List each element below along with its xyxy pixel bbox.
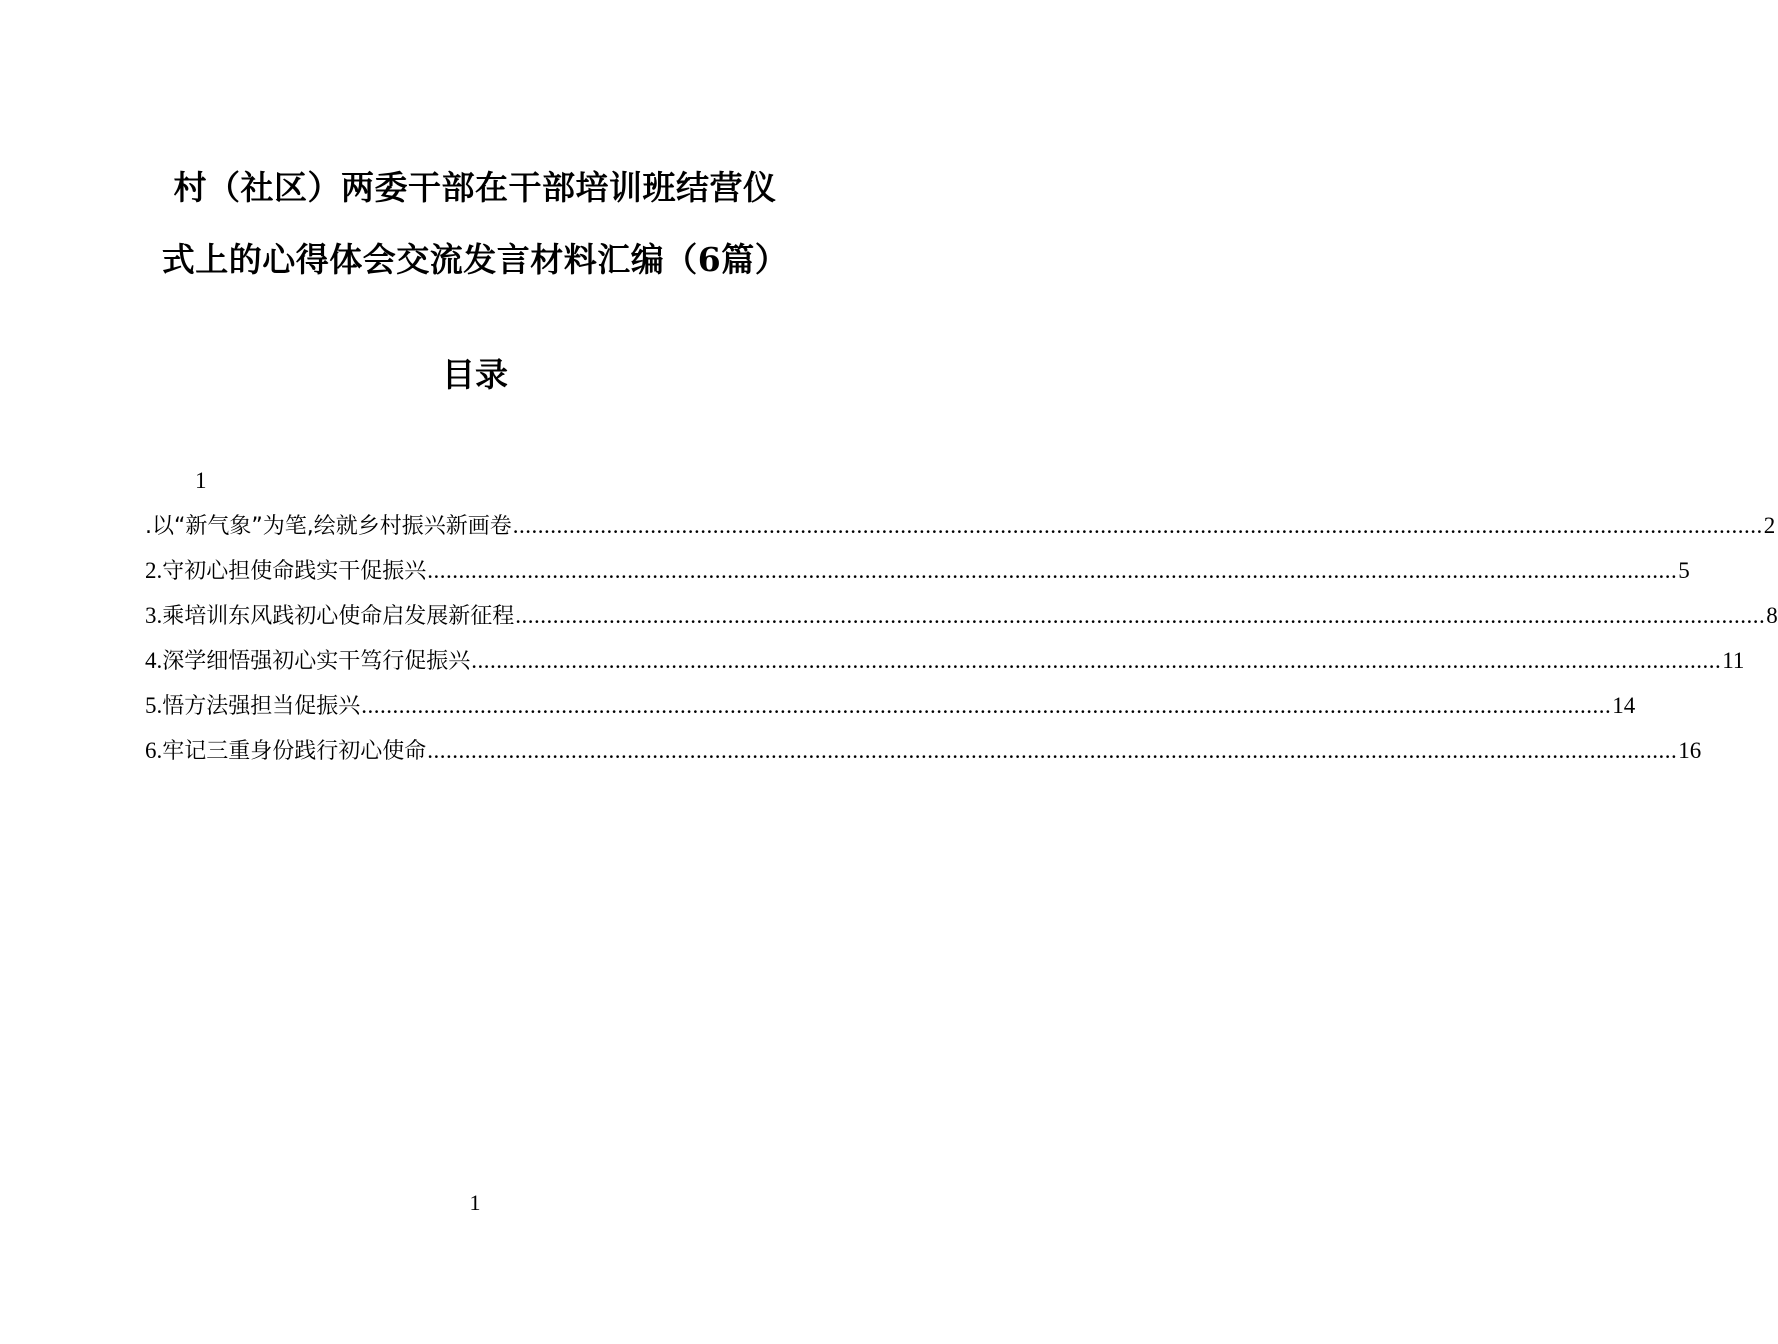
toc-entry-page: 14: [1612, 693, 1636, 718]
toc-lead-number: 1: [195, 468, 207, 493]
toc-entry-1[interactable]: [145, 508, 1776, 553]
toc-entry-number: 4.: [145, 648, 163, 673]
toc-entry-title: 乘培训东风践初心使命启发展新征程: [162, 604, 515, 629]
toc-entry-page: 5: [1678, 558, 1690, 583]
toc-dot-leader: ........................................................................................................................................................................................................: [427, 558, 1678, 583]
toc-entry-number: 2.: [145, 558, 163, 583]
toc-entry-3[interactable]: [145, 598, 1778, 643]
document-title-line-1: 村（社区）两委干部在干部培训班结营仪: [173, 168, 777, 207]
toc-entry-title: 悟方法强担当促振兴: [162, 694, 361, 719]
toc-dot-leader: ........................................................................................................................................................................................................: [427, 738, 1678, 763]
toc-entry-page: 11: [1722, 648, 1745, 673]
toc-entry-title: 守初心担使命践实干促振兴: [162, 559, 427, 584]
toc-entry-6[interactable]: [145, 733, 1702, 778]
toc-entry-page: 2: [1763, 513, 1776, 538]
toc-entry-number: 3.: [145, 603, 163, 628]
toc-entry-2[interactable]: [145, 553, 1690, 598]
document-title: [130, 152, 820, 296]
page-number: 1: [469, 1190, 481, 1215]
toc-heading: 目录: [442, 355, 508, 394]
toc-entry-5[interactable]: [145, 688, 1636, 733]
toc-dot-leader: ........................................................................................................................................................................................................: [471, 648, 1722, 673]
toc-entry-number: 5.: [145, 693, 163, 718]
toc-dot-leader: ........................................................................................................................................................................................................: [512, 513, 1763, 538]
toc-entry-title: 牢记三重身份践行初心使命: [162, 739, 427, 764]
toc-entry-number: 6.: [145, 738, 163, 763]
toc-dot-leader: ........................................................................................................................................................................................................: [515, 603, 1766, 628]
toc-entry-page: 16: [1678, 738, 1702, 763]
toc-entry-4[interactable]: [145, 643, 1745, 688]
toc-dot-leader: ........................................................................................................................................................................................................: [361, 693, 1612, 718]
document-title-line-2: 式上的心得体会交流发言材料汇编（6篇）: [161, 240, 789, 279]
toc-entry-title: .以“新气象”为笔,绘就乡村振兴新画卷: [145, 514, 512, 539]
toc-entry-title: 深学细悟强初心实干笃行促振兴: [162, 649, 471, 674]
toc-entry-page: 8: [1766, 603, 1778, 628]
table-of-contents: [145, 508, 1778, 778]
